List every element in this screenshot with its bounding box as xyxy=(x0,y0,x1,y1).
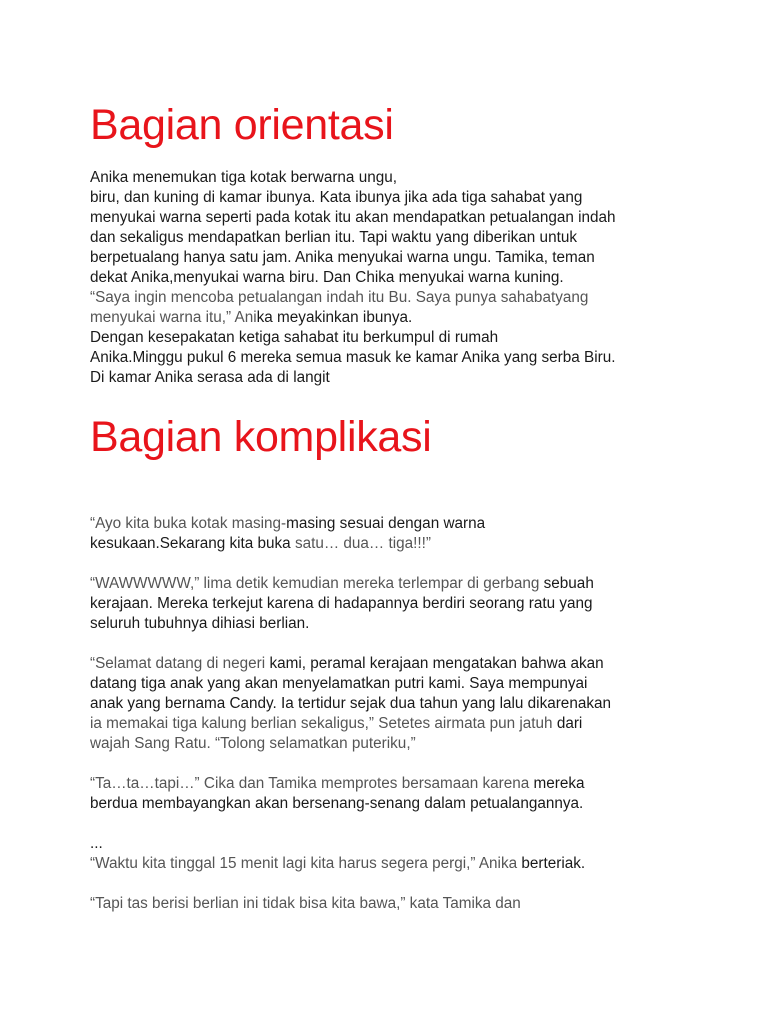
text-segment: biru, dan kuning di kamar ibunya. Kata ibunya jika ada tiga sahabat yang xyxy=(90,189,583,206)
text-segment: “Saya ingin mencoba petualangan indah itu Bu. Saya punya sahabatyang xyxy=(90,289,589,306)
paragraph-gap xyxy=(90,874,730,894)
text-segment: kami, peramal kerajaan mengatakan bahwa akan xyxy=(269,655,604,672)
text-line xyxy=(90,774,730,794)
text-line xyxy=(90,614,730,634)
text-line xyxy=(90,794,730,814)
paragraph-gap xyxy=(90,554,730,574)
text-line xyxy=(90,514,730,534)
text-line xyxy=(90,168,730,188)
text-line xyxy=(90,248,730,268)
text-segment: ka meyakinkan ibunya. xyxy=(256,309,413,326)
section-heading-komplikasi: Bagian komplikasi xyxy=(90,413,432,461)
text-segment: “WAWWWWW,” lima detik kemudian mereka terlempar di gerbang xyxy=(90,575,544,592)
text-segment: mereka xyxy=(533,775,585,792)
text-line xyxy=(90,228,730,248)
text-line xyxy=(90,308,730,328)
text-segment: menyukai warna itu,” Ani xyxy=(90,309,257,326)
text-segment: Anika.Minggu pukul 6 mereka semua masuk ke kamar Anika yang serba Biru. xyxy=(90,349,616,366)
text-segment: “Waktu kita tinggal 15 menit lagi kita harus segera pergi,” Anika xyxy=(90,855,522,872)
text-line xyxy=(90,694,730,714)
text-line xyxy=(90,188,730,208)
text-line xyxy=(90,348,730,368)
text-line xyxy=(90,368,730,388)
paragraph-gap xyxy=(90,754,730,774)
text-segment: berpetualang hanya satu jam. Anika menyukai warna ungu. Tamika, teman xyxy=(90,249,595,266)
text-segment: anak yang bernama Candy. Ia tertidur sejak dua tahun yang lalu dikarenakan xyxy=(90,695,611,712)
section-body-orientasi xyxy=(90,168,730,388)
text-line xyxy=(90,734,730,754)
text-line xyxy=(90,534,730,554)
text-segment: “Selamat datang di negeri xyxy=(90,655,270,672)
text-segment: Dengan kesepakatan ketiga sahabat itu berkumpul di rumah xyxy=(90,329,499,346)
text-segment: wajah Sang Ratu. “Tolong selamatkan puteriku,” xyxy=(90,735,416,752)
paragraph-gap xyxy=(90,814,730,834)
section-heading-orientasi: Bagian orientasi xyxy=(90,101,394,149)
text-line xyxy=(90,208,730,228)
text-segment: dekat Anika,menyukai warna biru. Dan Chika menyukai warna kuning. xyxy=(90,269,564,286)
text-segment: ia memakai tiga kalung berlian sekaligus,” Setetes airmata pun jatuh xyxy=(90,715,557,732)
text-segment: sebuah xyxy=(543,575,594,592)
text-segment: masing sesuai dengan warna xyxy=(286,515,486,532)
text-segment: Anika menemukan tiga kotak berwarna ungu, xyxy=(90,169,397,186)
text-line xyxy=(90,854,730,874)
text-line xyxy=(90,268,730,288)
text-segment: “Ta…ta…tapi…” Cika dan Tamika memprotes bersamaan karena xyxy=(90,775,534,792)
text-line xyxy=(90,714,730,734)
text-line xyxy=(90,328,730,348)
text-segment: ... xyxy=(90,835,103,852)
text-segment: berteriak. xyxy=(521,855,586,872)
text-line xyxy=(90,894,730,914)
text-segment: dari xyxy=(556,715,583,732)
text-line xyxy=(90,654,730,674)
text-segment: berdua membayangkan akan bersenang-senang dalam petualangannya. xyxy=(90,795,584,812)
text-line xyxy=(90,594,730,614)
text-line xyxy=(90,834,730,854)
text-segment: Di kamar Anika serasa ada di langit xyxy=(90,369,330,386)
text-line xyxy=(90,674,730,694)
text-segment: kesukaan.Sekarang kita buka xyxy=(90,535,295,552)
text-segment: menyukai warna seperti pada kotak itu akan mendapatkan petualangan indah xyxy=(90,209,616,226)
section-body-komplikasi xyxy=(90,514,730,914)
text-segment: “Tapi tas berisi berlian ini tidak bisa kita bawa,” kata Tamika dan xyxy=(90,895,521,912)
text-segment: dan sekaligus mendapatkan berlian itu. Tapi waktu yang diberikan untuk xyxy=(90,229,577,246)
text-line xyxy=(90,574,730,594)
text-segment: seluruh tubuhnya dihiasi berlian. xyxy=(90,615,310,632)
text-segment: “Ayo kita buka kotak masing- xyxy=(90,515,287,532)
text-segment: kerajaan. Mereka terkejut karena di hadapannya berdiri seorang ratu yang xyxy=(90,595,593,612)
text-segment: datang tiga anak yang akan menyelamatkan putri kami. Saya mempunyai xyxy=(90,675,588,692)
paragraph-gap xyxy=(90,634,730,654)
text-line xyxy=(90,288,730,308)
text-segment: satu… dua… tiga!!!” xyxy=(294,535,431,552)
